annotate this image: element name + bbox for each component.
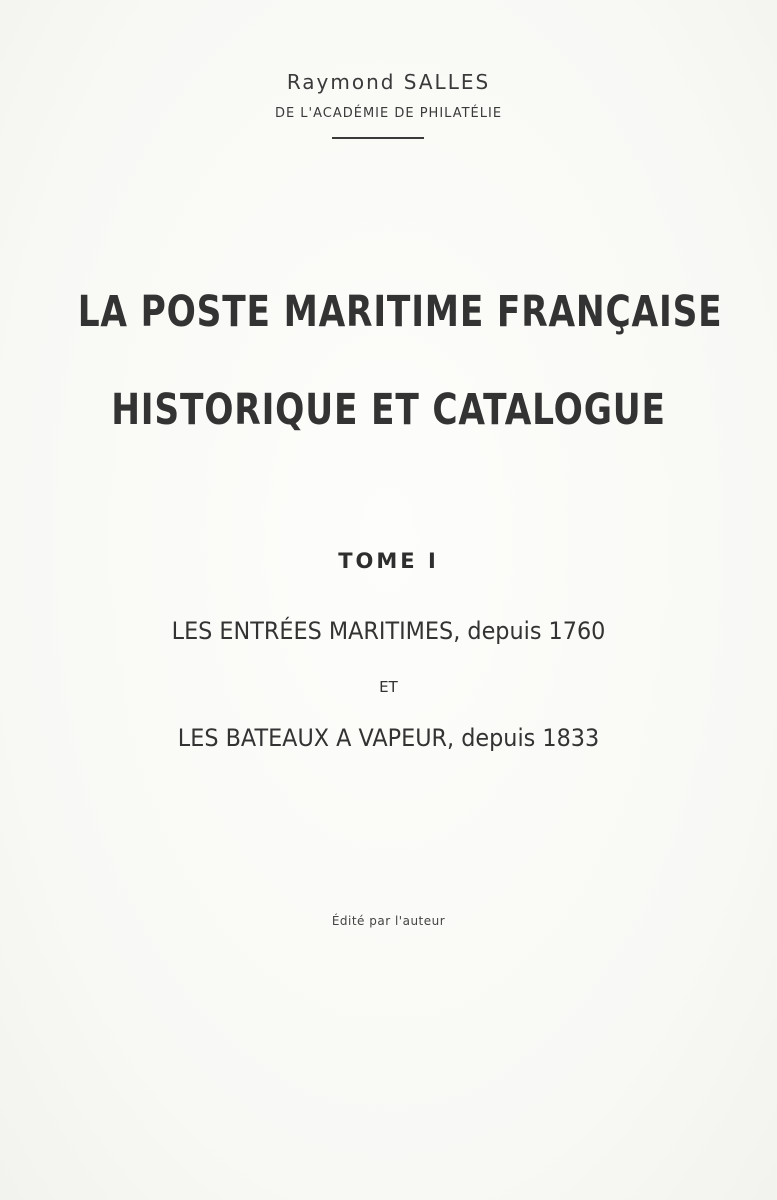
book-title-line-2: HISTORIQUE ET CATALOGUE xyxy=(111,385,666,435)
volume-subtitle-line-2: LES BATEAUX A VAPEUR, depuis 1833 xyxy=(177,724,600,752)
header-divider xyxy=(332,137,424,139)
author-affiliation: DE L'ACADÉMIE DE PHILATÉLIE xyxy=(274,106,503,121)
book-title-line-1: LA POSTE MARITIME FRANÇAISE xyxy=(77,287,723,337)
volume-label: TOME I xyxy=(338,549,439,573)
volume-subtitle-conjunction: ET xyxy=(379,678,398,696)
author-name: Raymond SALLES xyxy=(286,70,491,94)
volume-subtitle-line-1: LES ENTRÉES MARITIMES, depuis 1760 xyxy=(171,617,606,645)
publisher-note: Édité par l'auteur xyxy=(331,914,446,928)
